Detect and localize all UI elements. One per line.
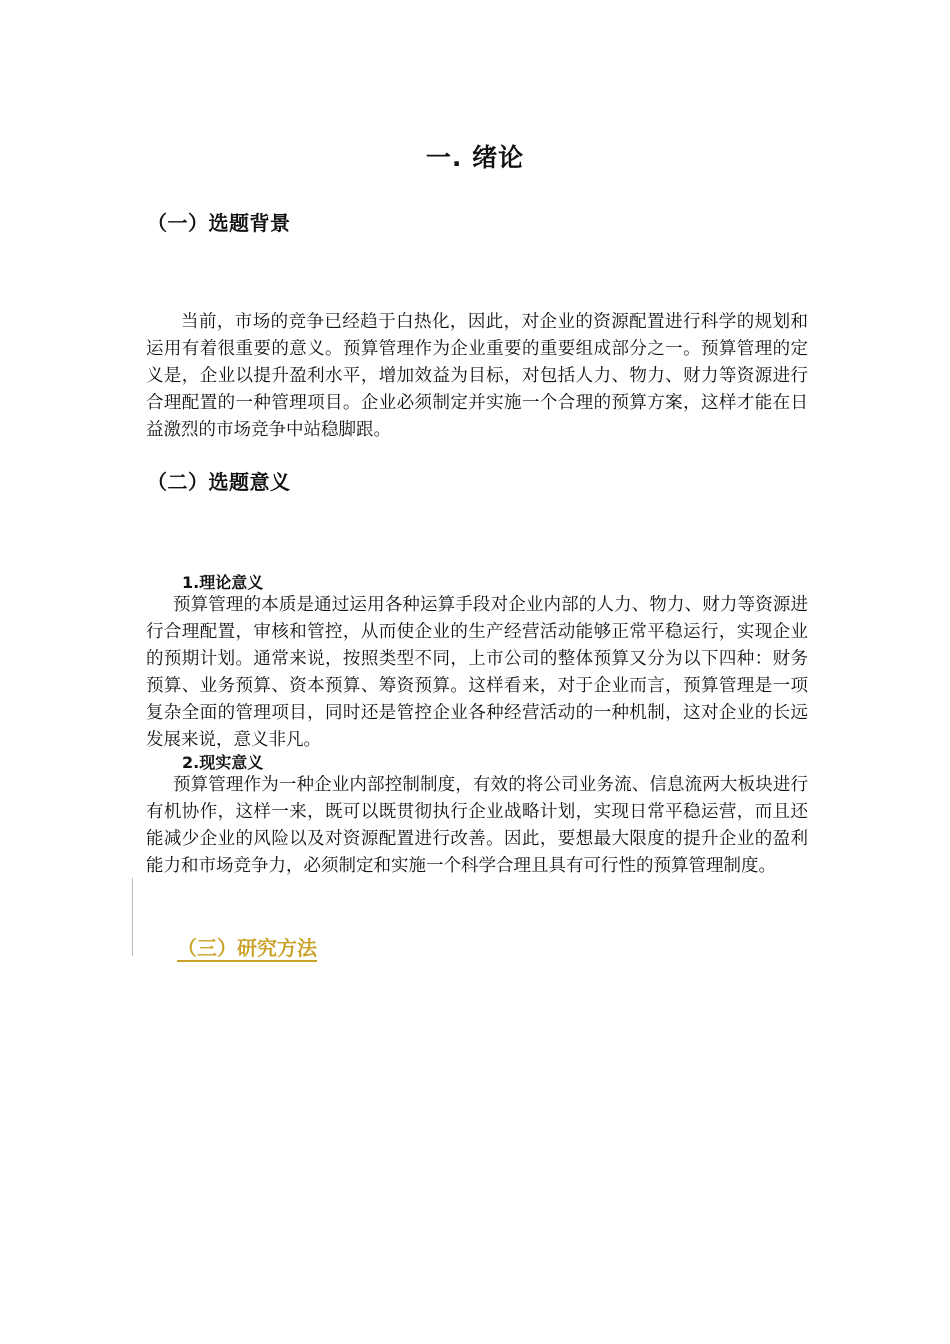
theory-paragraph: 预算管理的本质是通过运用各种运算手段对企业内部的人力、物力、财力等资源进行合理配置，审核和管控，从而使企业的生产经营活动能够正常平稳运行，实现企业的预期计划。通常来说，按照类型不同，上市公司的整体预算又分为以下四种：财务预算、业务预算、资本预算、筹资预算。这样看来，对于企业而言，预算管理是一项复杂全面的管理项目，同时还是管控企业各种经营活动的一种机制，这对企业的长远发展来说，意义非凡。 [146,595,808,750]
chapter-title: 一. 绪论 [425,143,525,172]
background-paragraph: 当前，市场的竞争已经趋于白热化，因此，对企业的资源配置进行科学的规划和运用有着很重要的意义。预算管理作为企业重要的重要组成部分之一。预算管理的定义是，企业以提升盈利水平，增加效益为目标，对包括人力、物力、财力等资源进行合理配置的一种管理项目。企业必须制定并实施一个合理的预算方案，这样才能在日益激烈的市场竞争中站稳脚跟。 [146,312,808,440]
section-heading-significance: （二）选题意义 [147,470,291,494]
practice-paragraph: 预算管理作为一种企业内部控制制度，有效的将公司业务流、信息流两大板块进行有机协作，这样一来，既可以既贯彻执行企业战略计划，实现日常平稳运营，而且还能减少企业的风险以及对资源配置进行改善。因此，要想最大限度的提升企业的盈利能力和市场竞争力，必须制定和实施一个科学合理且具有可行性的预算管理制度。 [146,775,808,876]
section-heading-background: （一）选题背景 [147,211,291,235]
subheading-practice: 2.现实意义 [182,753,264,772]
margin-change-bar [132,878,133,956]
subheading-theory: 1.理论意义 [182,573,264,592]
section-heading-method-link[interactable]: （三）研究方法 [177,936,317,960]
